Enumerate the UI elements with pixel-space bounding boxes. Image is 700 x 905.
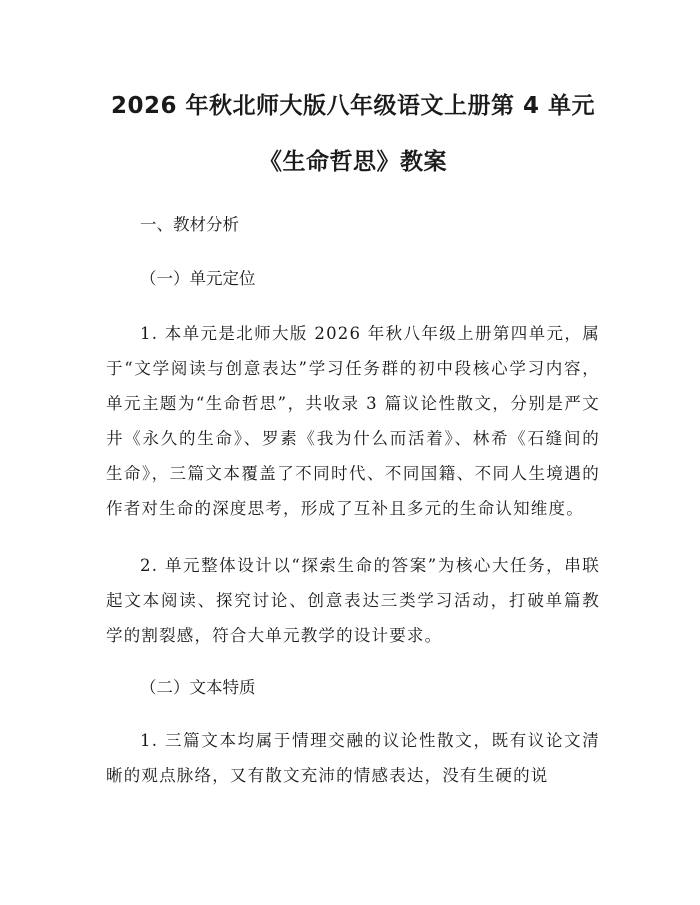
paragraph-2: 2. 单元整体设计以“探索生命的答案”为核心大任务，串联起文本阅读、探究讨论、创意表达三类学习活动，打破单篇教学的割裂感，符合大单元教学的设计要求。 — [106, 556, 600, 645]
subsection-heading-unit-positioning: （一）单元定位 — [140, 269, 256, 288]
subsection-heading-text-features: （二）文本特质 — [140, 678, 256, 697]
title-line-2: 《生命哲思》教案 — [259, 149, 447, 175]
title-line-1: 2026 年秋北师大版八年级语文上册第 4 单元 — [110, 93, 596, 119]
section-heading-textbook-analysis: 一、教材分析 — [140, 215, 239, 234]
paragraph-1: 1. 本单元是北师大版 2026 年秋八年级上册第四单元，属于“文学阅读与创意表达”学习任务群的初中段核心学习内容，单元主题为“生命哲思”，共收录 3 篇议论性散文，分别是严文井《永久的生命》、罗素《我为什么而活着》、林希《石缝间的生命》，三篇文本覆盖了不同时代、不同国籍、不同人生境遇的作者对生命的深度思考，形成了互补且多元的生命认知维度。 — [106, 324, 600, 518]
document-title — [106, 78, 600, 190]
paragraph-3: 1. 三篇文本均属于情理交融的议论性散文，既有议论文清晰的观点脉络，又有散文充沛的情感表达，没有生硬的说 — [106, 731, 600, 785]
